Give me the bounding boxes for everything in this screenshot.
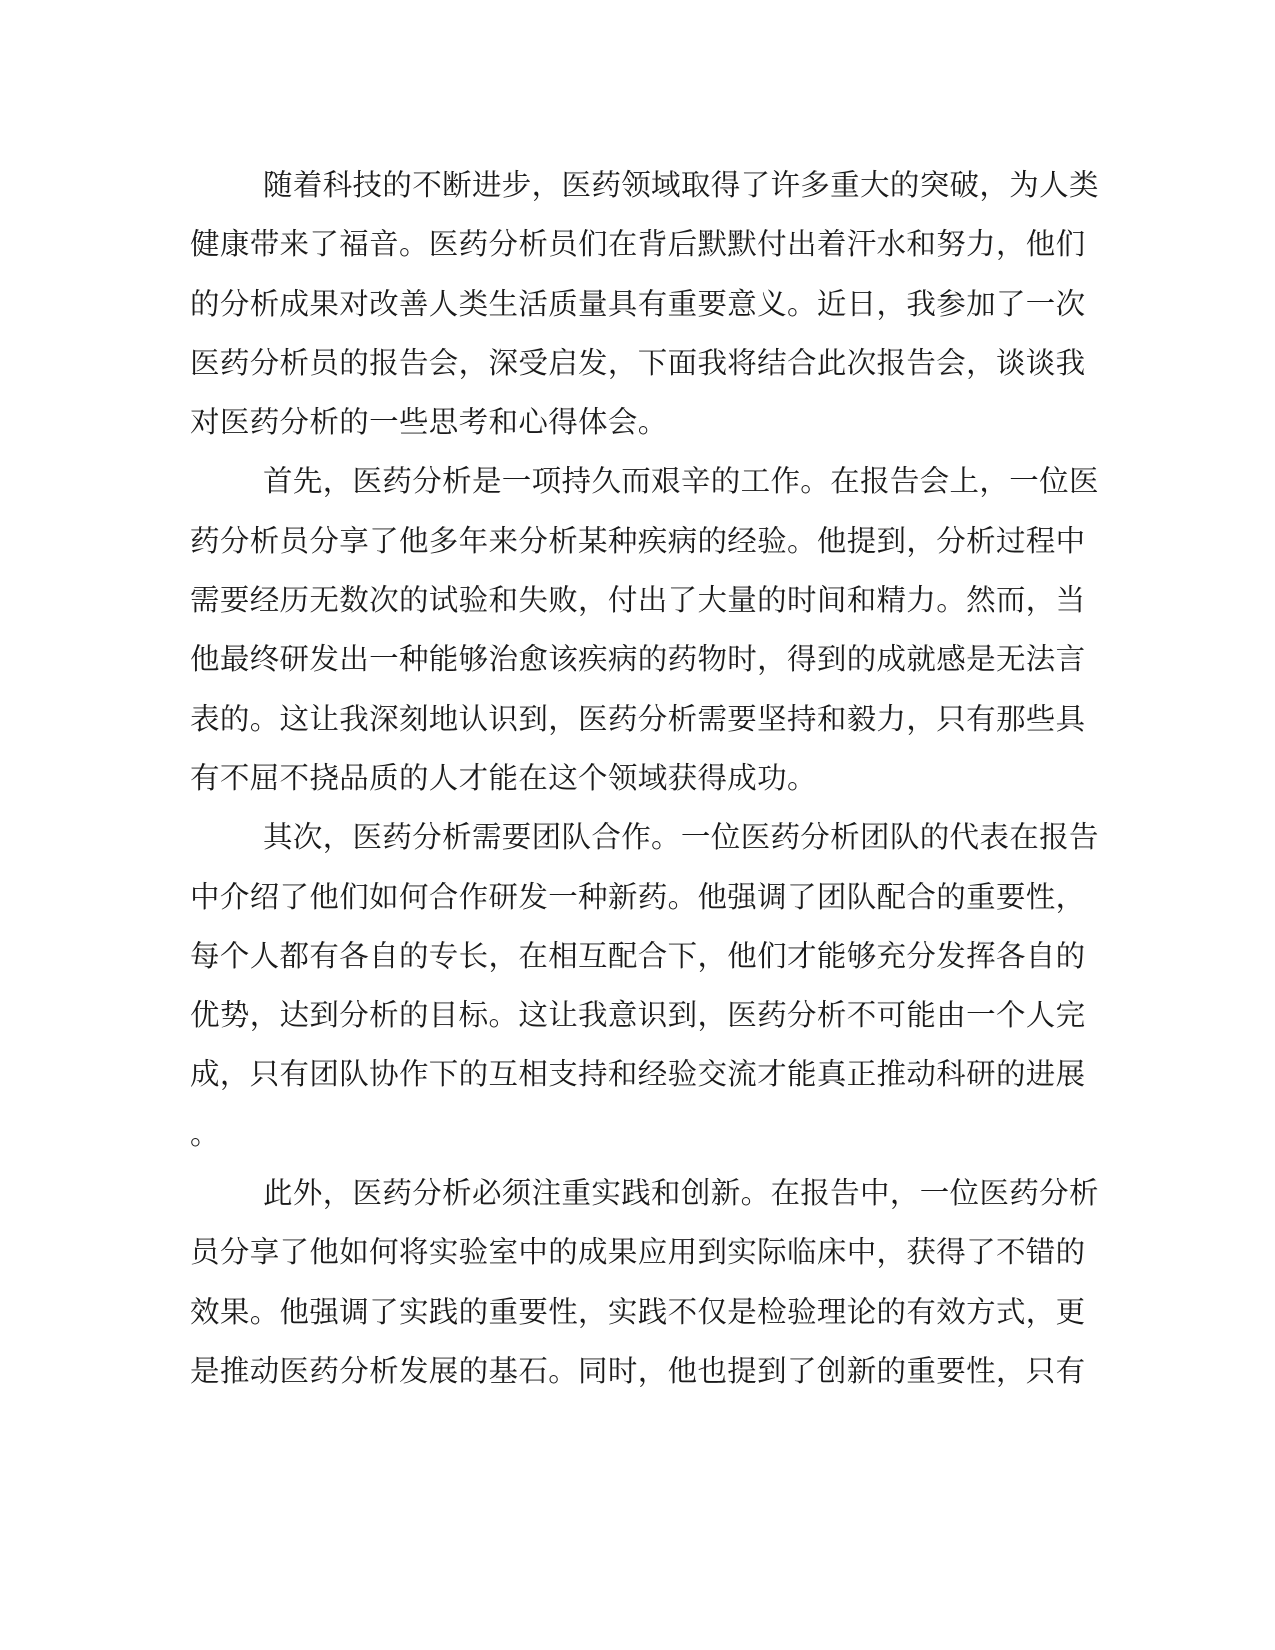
text-line: 优势，达到分析的目标。这让我意识到，医药分析不可能由一个人完 (190, 998, 1086, 1033)
text-line: 此外，医药分析必须注重实践和创新。在报告中，一位医药分析 (263, 1176, 1099, 1211)
text-line: 医药分析员的报告会，深受启发，下面我将结合此次报告会，谈谈我 (190, 345, 1086, 380)
text-line: 。 (190, 1116, 220, 1151)
document-body (190, 156, 1099, 1401)
text-line: 效果。他强调了实践的重要性，实践不仅是检验理论的有效方式，更 (190, 1294, 1086, 1329)
text-line: 有不屈不挠品质的人才能在这个领域获得成功。 (190, 760, 817, 795)
text-line: 健康带来了福音。医药分析员们在背后默默付出着汗水和努力，他们 (190, 227, 1086, 262)
text-line: 每个人都有各自的专长，在相互配合下，他们才能够充分发挥各自的 (190, 938, 1086, 973)
text-line: 对医药分析的一些思考和心得体会。 (190, 405, 668, 440)
text-line: 需要经历无数次的试验和失败，付出了大量的时间和精力。然而，当 (190, 583, 1086, 618)
text-line: 是推动医药分析发展的基石。同时，他也提到了创新的重要性，只有 (190, 1353, 1086, 1388)
text-line: 员分享了他如何将实验室中的成果应用到实际临床中，获得了不错的 (190, 1235, 1086, 1270)
text-line: 其次，医药分析需要团队合作。一位医药分析团队的代表在报告 (263, 820, 1099, 855)
text-line: 表的。这让我深刻地认识到，医药分析需要坚持和毅力，只有那些具 (190, 701, 1086, 736)
text-line: 的分析成果对改善人类生活质量具有重要意义。近日，我参加了一次 (190, 286, 1086, 321)
text-line: 他最终研发出一种能够治愈该疾病的药物时，得到的成就感是无法言 (190, 642, 1086, 677)
text-line: 药分析员分享了他多年来分析某种疾病的经验。他提到，分析过程中 (190, 523, 1086, 558)
text-line: 首先，医药分析是一项持久而艰辛的工作。在报告会上，一位医 (263, 464, 1099, 499)
text-line: 成，只有团队协作下的互相支持和经验交流才能真正推动科研的进展 (190, 1057, 1086, 1092)
text-line: 中介绍了他们如何合作研发一种新药。他强调了团队配合的重要性， (190, 879, 1086, 914)
text-line: 随着科技的不断进步，医药领域取得了许多重大的突破，为人类 (263, 168, 1099, 202)
